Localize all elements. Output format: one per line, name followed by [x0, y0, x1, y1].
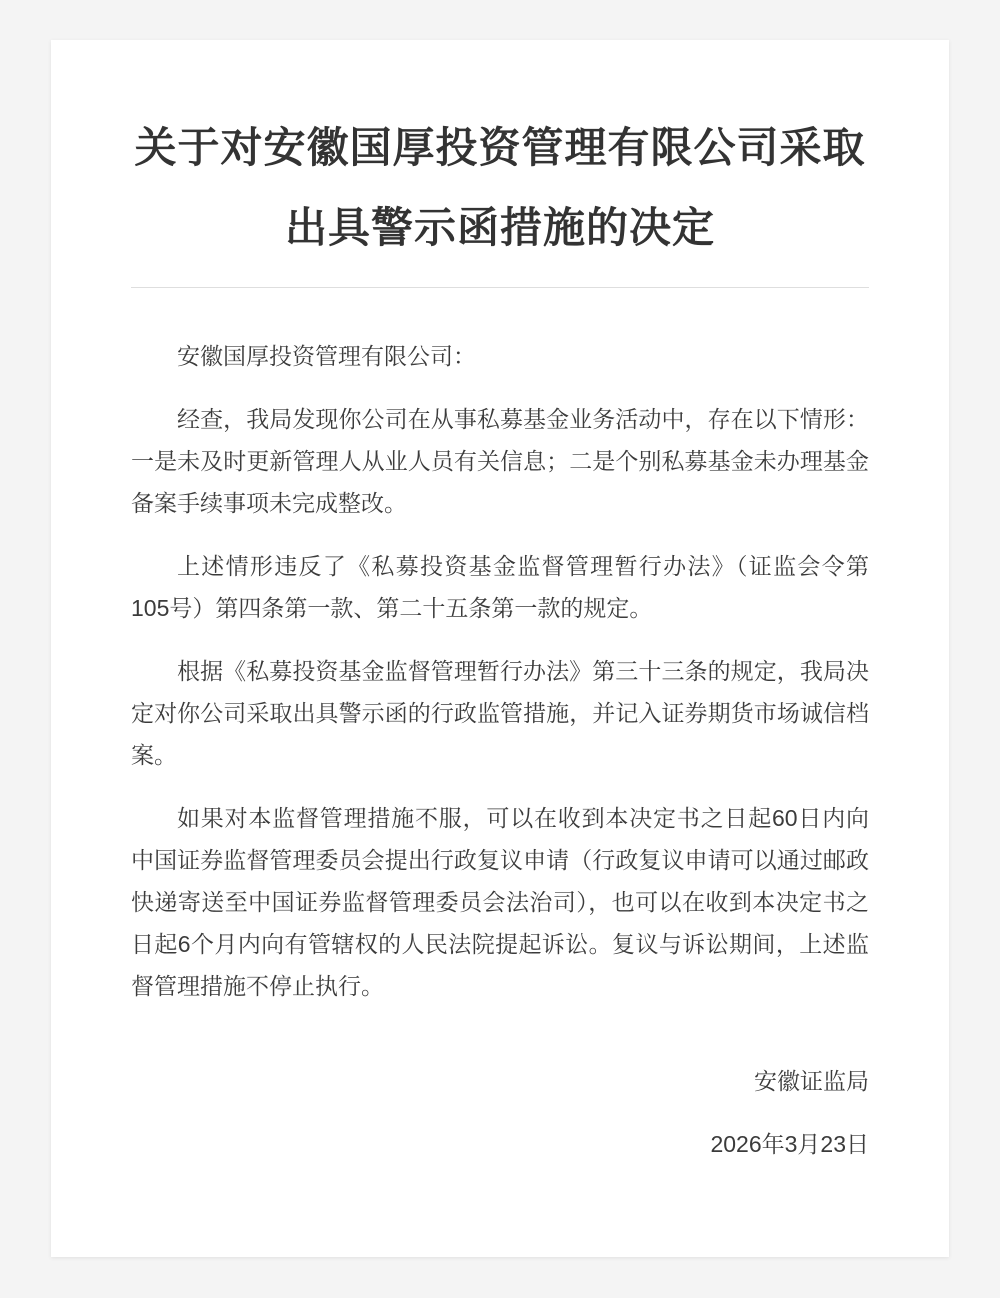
document-title: 关于对安徽国厚投资管理有限公司采取出具警示函措施的决定: [134, 124, 866, 251]
body-paragraph: 根据《私募投资基金监督管理暂行办法》第三十三条的规定，我局决定对你公司采取出具警示函的行政监管措施，并记入证券期货市场诚信档案。: [131, 658, 869, 768]
document-body: [131, 288, 869, 1165]
signature: 安徽证监局: [754, 1068, 869, 1094]
document-card: [51, 40, 949, 1257]
body-paragraph: 上述情形违反了《私募投资基金监督管理暂行办法》（证监会令第105号）第四条第一款、第二十五条第一款的规定。: [131, 553, 869, 621]
date: 2026年3月23日: [710, 1131, 869, 1157]
body-paragraph: 经查，我局发现你公司在从事私募基金业务活动中，存在以下情形：一是未及时更新管理人从业人员有关信息；二是个别私募基金未办理基金备案手续事项未完成整改。: [131, 406, 869, 516]
body-paragraph: 如果对本监督管理措施不服，可以在收到本决定书之日起60日内向中国证券监督管理委员会提出行政复议申请（行政复议申请可以通过邮政快递寄送至中国证券监督管理委员会法治司），也可以在收到本决定书之日起6个月内向有管辖权的人民法院提起诉讼。复议与诉讼期间，上述监督管理措施不停止执行。: [131, 805, 869, 999]
salutation: 安徽国厚投资管理有限公司：: [177, 343, 476, 369]
